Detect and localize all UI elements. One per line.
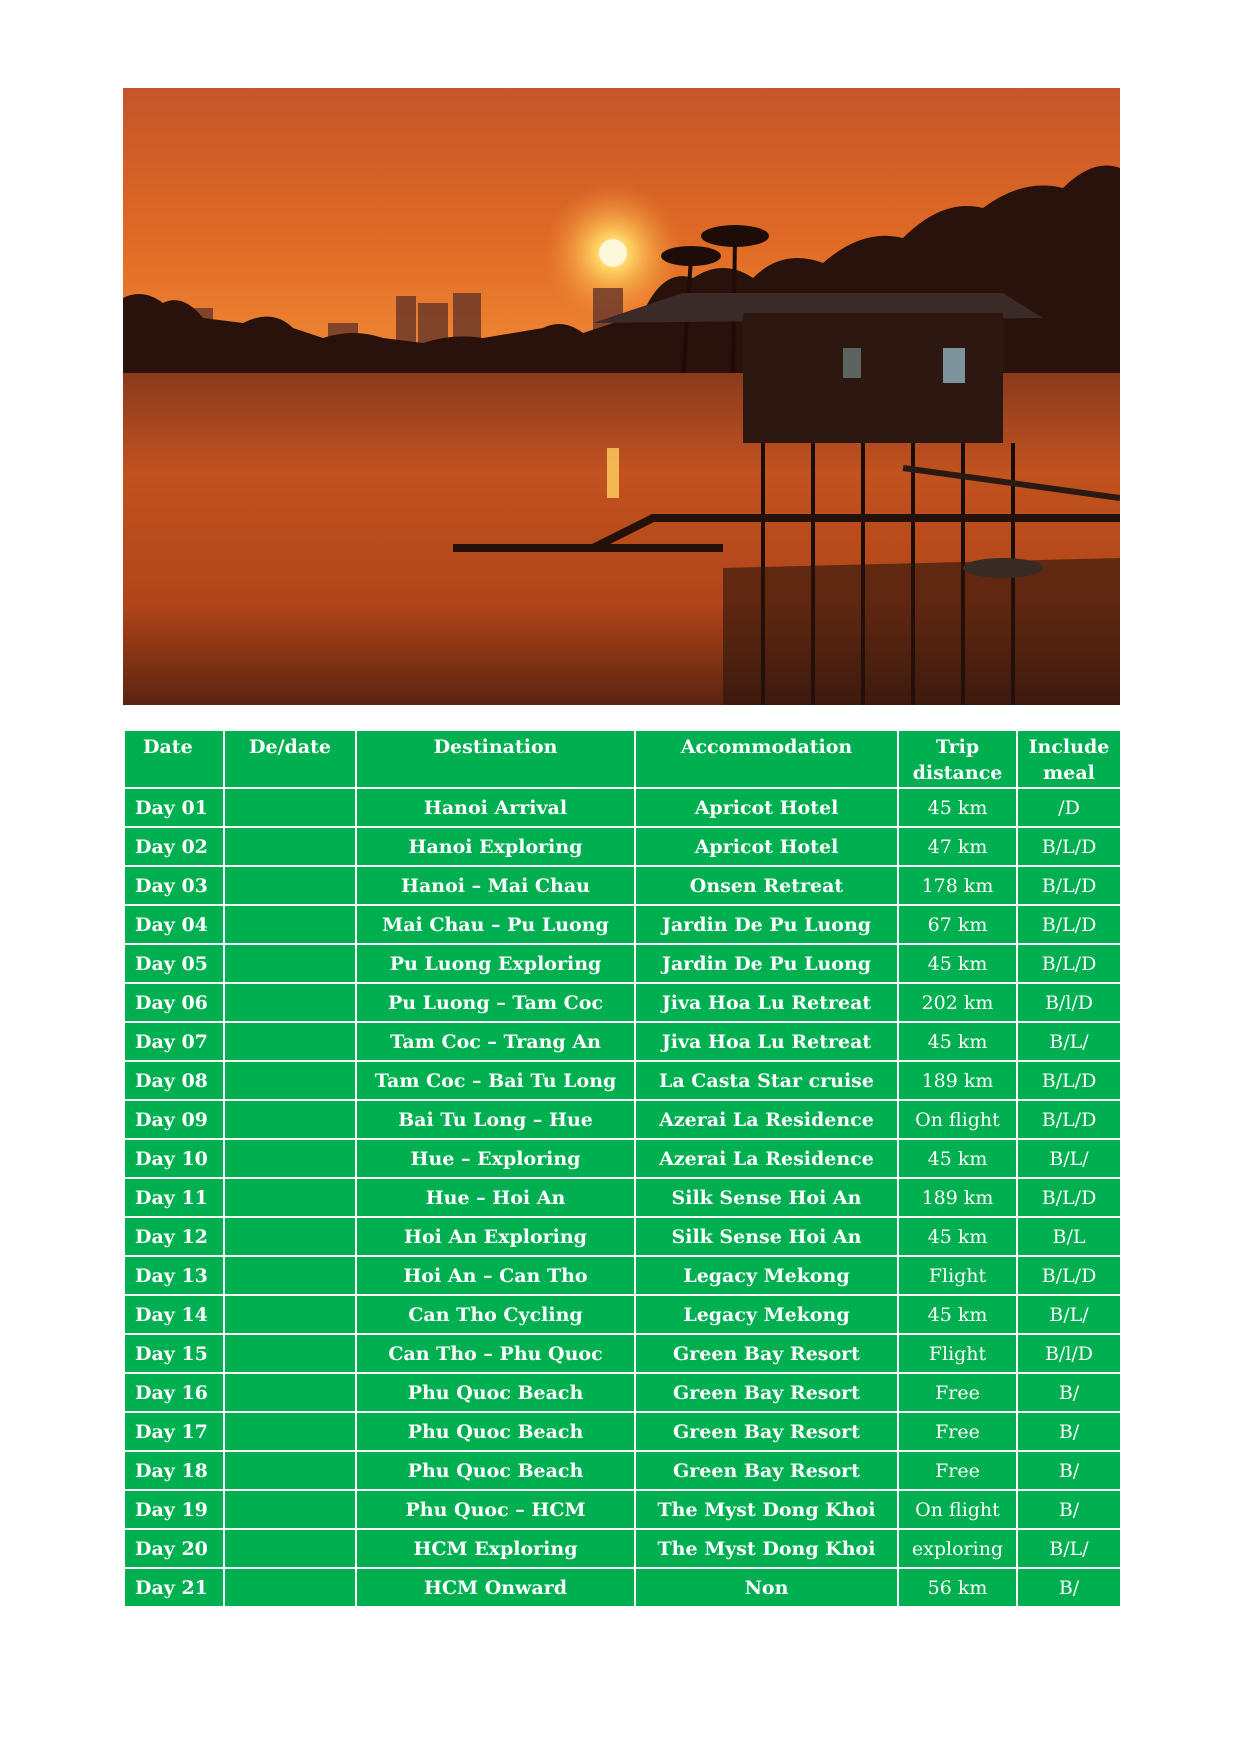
header-accommodation: Accommodation (635, 730, 898, 788)
cell-meal: B/ (1017, 1568, 1121, 1607)
cell-day: Day 01 (124, 788, 224, 827)
cell-accommodation: Green Bay Resort (635, 1451, 898, 1490)
cell-distance: 178 km (898, 866, 1017, 905)
cell-dedate (224, 1334, 356, 1373)
cell-distance: Flight (898, 1256, 1017, 1295)
cell-distance: exploring (898, 1529, 1017, 1568)
cell-dedate (224, 1412, 356, 1451)
cell-day: Day 05 (124, 944, 224, 983)
cell-meal: B/l/D (1017, 1334, 1121, 1373)
cell-dedate (224, 1178, 356, 1217)
cell-day: Day 19 (124, 1490, 224, 1529)
cell-distance: 45 km (898, 1217, 1017, 1256)
table-row (124, 1373, 1121, 1412)
cell-day: Day 02 (124, 827, 224, 866)
cell-distance: 202 km (898, 983, 1017, 1022)
cell-distance: Free (898, 1412, 1017, 1451)
cell-day: Day 07 (124, 1022, 224, 1061)
table-row (124, 944, 1121, 983)
cell-accommodation: Silk Sense Hoi An (635, 1178, 898, 1217)
cell-accommodation: Jardin De Pu Luong (635, 905, 898, 944)
cell-dedate (224, 944, 356, 983)
cell-day: Day 09 (124, 1100, 224, 1139)
cell-dedate (224, 1451, 356, 1490)
cell-destination: Hanoi – Mai Chau (356, 866, 635, 905)
cell-distance: Flight (898, 1334, 1017, 1373)
cell-dedate (224, 788, 356, 827)
cell-dedate (224, 1529, 356, 1568)
cell-distance: 45 km (898, 1295, 1017, 1334)
cell-accommodation: Onsen Retreat (635, 866, 898, 905)
cell-accommodation: Apricot Hotel (635, 788, 898, 827)
cell-day: Day 15 (124, 1334, 224, 1373)
table-body (124, 788, 1121, 1607)
header-trip-line1: Trip (935, 736, 980, 758)
cell-accommodation: Legacy Mekong (635, 1256, 898, 1295)
header-trip-distance (898, 730, 1017, 788)
cell-meal: B/L/D (1017, 1178, 1121, 1217)
cell-destination: Tam Coc – Bai Tu Long (356, 1061, 635, 1100)
table-row (124, 1100, 1121, 1139)
cell-day: Day 17 (124, 1412, 224, 1451)
sunset-landscape-icon (123, 88, 1120, 705)
cell-accommodation: Jardin De Pu Luong (635, 944, 898, 983)
cell-destination: Hue – Exploring (356, 1139, 635, 1178)
cell-dedate (224, 1022, 356, 1061)
cell-meal: B/L/D (1017, 1256, 1121, 1295)
table-row (124, 1256, 1121, 1295)
cell-destination: Can Tho Cycling (356, 1295, 635, 1334)
header-meal-line1: Include (1028, 736, 1110, 758)
table-row (124, 1139, 1121, 1178)
cell-day: Day 06 (124, 983, 224, 1022)
cell-accommodation: The Myst Dong Khoi (635, 1529, 898, 1568)
cell-distance: 47 km (898, 827, 1017, 866)
cell-accommodation: Silk Sense Hoi An (635, 1217, 898, 1256)
table-row (124, 1529, 1121, 1568)
cell-dedate (224, 1217, 356, 1256)
cell-distance: Free (898, 1373, 1017, 1412)
sunset-photo (123, 88, 1120, 705)
cell-meal: B/L (1017, 1217, 1121, 1256)
cell-dedate (224, 1100, 356, 1139)
cell-destination: Hanoi Exploring (356, 827, 635, 866)
cell-distance: 45 km (898, 1139, 1017, 1178)
cell-accommodation: The Myst Dong Khoi (635, 1490, 898, 1529)
cell-distance: 189 km (898, 1061, 1017, 1100)
cell-accommodation: Apricot Hotel (635, 827, 898, 866)
header-destination: Destination (356, 730, 635, 788)
cell-day: Day 18 (124, 1451, 224, 1490)
header-include-meal (1017, 730, 1121, 788)
cell-destination: Pu Luong – Tam Coc (356, 983, 635, 1022)
cell-day: Day 14 (124, 1295, 224, 1334)
cell-distance: 45 km (898, 944, 1017, 983)
table-row (124, 827, 1121, 866)
cell-accommodation: Green Bay Resort (635, 1373, 898, 1412)
cell-distance: Free (898, 1451, 1017, 1490)
cell-destination: HCM Exploring (356, 1529, 635, 1568)
cell-meal: B/L/D (1017, 905, 1121, 944)
cell-meal: B/L/D (1017, 1100, 1121, 1139)
table-row (124, 1061, 1121, 1100)
cell-distance: 45 km (898, 788, 1017, 827)
cell-accommodation: La Casta Star cruise (635, 1061, 898, 1100)
table-row (124, 1295, 1121, 1334)
cell-meal: B/L/D (1017, 1061, 1121, 1100)
cell-destination: Hue – Hoi An (356, 1178, 635, 1217)
cell-meal: B/l/D (1017, 983, 1121, 1022)
cell-destination: Can Tho – Phu Quoc (356, 1334, 635, 1373)
cell-dedate (224, 866, 356, 905)
cell-destination: Phu Quoc Beach (356, 1412, 635, 1451)
cell-dedate (224, 1568, 356, 1607)
header-trip-line2: distance (912, 762, 1003, 784)
cell-day: Day 08 (124, 1061, 224, 1100)
cell-meal: /D (1017, 788, 1121, 827)
cell-meal: B/ (1017, 1490, 1121, 1529)
cell-day: Day 10 (124, 1139, 224, 1178)
cell-dedate (224, 1061, 356, 1100)
table-row (124, 1217, 1121, 1256)
cell-dedate (224, 1373, 356, 1412)
cell-accommodation: Non (635, 1568, 898, 1607)
cell-destination: Hoi An Exploring (356, 1217, 635, 1256)
table-row (124, 1412, 1121, 1451)
itinerary-table (123, 729, 1122, 1608)
table-header-row (124, 730, 1121, 788)
table-row (124, 866, 1121, 905)
table-row (124, 1490, 1121, 1529)
table-row (124, 1022, 1121, 1061)
header-meal-line2: meal (1043, 762, 1095, 784)
cell-accommodation: Jiva Hoa Lu Retreat (635, 983, 898, 1022)
cell-dedate (224, 827, 356, 866)
cell-meal: B/L/ (1017, 1295, 1121, 1334)
cell-meal: B/ (1017, 1412, 1121, 1451)
cell-distance: On flight (898, 1100, 1017, 1139)
cell-distance: 189 km (898, 1178, 1017, 1217)
header-dedate: De/date (224, 730, 356, 788)
cell-day: Day 11 (124, 1178, 224, 1217)
cell-day: Day 20 (124, 1529, 224, 1568)
cell-dedate (224, 1490, 356, 1529)
cell-dedate (224, 1295, 356, 1334)
cell-accommodation: Azerai La Residence (635, 1139, 898, 1178)
cell-meal: B/L/ (1017, 1529, 1121, 1568)
cell-meal: B/ (1017, 1451, 1121, 1490)
cell-dedate (224, 983, 356, 1022)
cell-meal: B/L/D (1017, 944, 1121, 983)
cell-destination: Bai Tu Long – Hue (356, 1100, 635, 1139)
cell-distance: 67 km (898, 905, 1017, 944)
cell-accommodation: Jiva Hoa Lu Retreat (635, 1022, 898, 1061)
cell-destination: Phu Quoc – HCM (356, 1490, 635, 1529)
table-row (124, 1451, 1121, 1490)
cell-dedate (224, 1139, 356, 1178)
cell-destination: Hoi An – Can Tho (356, 1256, 635, 1295)
table-row (124, 905, 1121, 944)
cell-destination: Pu Luong Exploring (356, 944, 635, 983)
cell-day: Day 21 (124, 1568, 224, 1607)
table-row (124, 983, 1121, 1022)
cell-destination: Phu Quoc Beach (356, 1373, 635, 1412)
cell-meal: B/ (1017, 1373, 1121, 1412)
cell-meal: B/L/D (1017, 866, 1121, 905)
cell-meal: B/L/ (1017, 1022, 1121, 1061)
cell-accommodation: Legacy Mekong (635, 1295, 898, 1334)
cell-meal: B/L/ (1017, 1139, 1121, 1178)
cell-accommodation: Green Bay Resort (635, 1334, 898, 1373)
header-date: Date (124, 730, 224, 788)
cell-destination: Phu Quoc Beach (356, 1451, 635, 1490)
cell-dedate (224, 1256, 356, 1295)
cell-destination: Tam Coc – Trang An (356, 1022, 635, 1061)
cell-day: Day 03 (124, 866, 224, 905)
cell-accommodation: Azerai La Residence (635, 1100, 898, 1139)
cell-day: Day 04 (124, 905, 224, 944)
table-row (124, 1568, 1121, 1607)
cell-distance: 56 km (898, 1568, 1017, 1607)
table-row (124, 1178, 1121, 1217)
table-row (124, 788, 1121, 827)
table-row (124, 1334, 1121, 1373)
cell-distance: On flight (898, 1490, 1017, 1529)
cell-destination: HCM Onward (356, 1568, 635, 1607)
cell-destination: Mai Chau – Pu Luong (356, 905, 635, 944)
cell-dedate (224, 905, 356, 944)
cell-destination: Hanoi Arrival (356, 788, 635, 827)
cell-meal: B/L/D (1017, 827, 1121, 866)
cell-day: Day 13 (124, 1256, 224, 1295)
cell-day: Day 12 (124, 1217, 224, 1256)
cell-distance: 45 km (898, 1022, 1017, 1061)
cell-accommodation: Green Bay Resort (635, 1412, 898, 1451)
cell-day: Day 16 (124, 1373, 224, 1412)
